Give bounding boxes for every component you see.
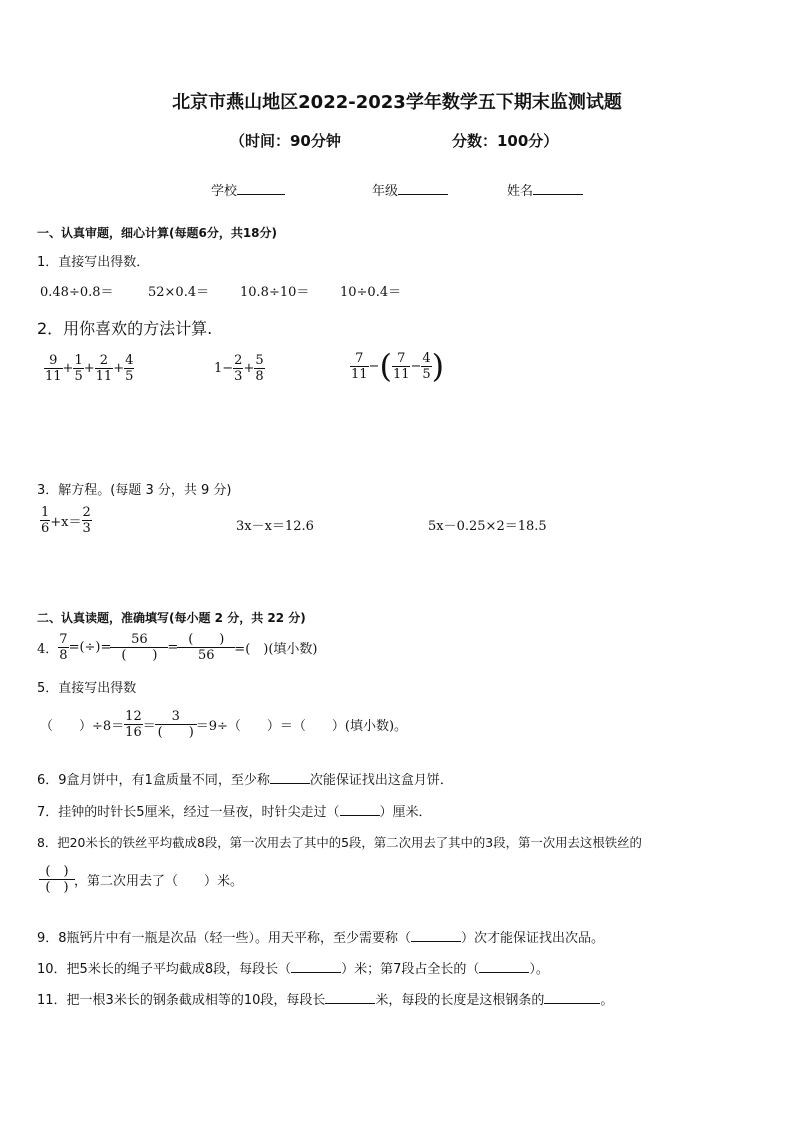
q7-answer-blank[interactable] [340, 803, 380, 816]
q10-line: 10．把5米长的绳子平均截成8段，每段长（ ）米；第7段占全长的（ ）。 [37, 962, 549, 977]
q8-line-1: 8．把20米长的铁丝平均截成8段，第一次用去了其中的5段，第二次用去了其中的3段，第一次用去这根铁丝的 [37, 835, 642, 850]
q6-line: 6．9盒月饼中，有1盒质量不同，至少称 次能保证找出这盒月饼． [37, 773, 453, 788]
grade-field [372, 180, 448, 199]
q10-answer-blank-1[interactable] [291, 960, 341, 973]
fraction: $\frac{( )}{56}$ [178, 632, 234, 663]
q1-item-3: 10.8÷10＝ [240, 285, 310, 300]
q5-line: （ ）÷8＝ $\frac{12}{16}$ ＝ $\frac{3}{( )}$ ＝9÷（ ）＝（ ）(填小数)。 [40, 709, 408, 740]
fraction: $\frac{( )}{( )}$ [40, 864, 74, 895]
school-label: 学校 [211, 184, 238, 199]
q2-label: 2．用你喜欢的方法计算. [37, 319, 213, 338]
q3-eq-2: 3x－x＝12.6 [236, 519, 314, 534]
grade-blank[interactable] [398, 182, 448, 195]
q2-expr-2: 1− $\frac{2}{3}$ + $\frac{5}{8}$ [214, 353, 264, 384]
q2-expr-3: $\frac{7}{11}$ − ( $\frac{7}{11}$ − $\frac{4}{5}$ ) [351, 347, 445, 385]
q3-eq-1: $\frac{1}{6}$ +x＝ $\frac{2}{3}$ [41, 505, 91, 536]
exam-time: （时间：90分钟 [230, 132, 341, 150]
q11-line: 11．把一根3米长的钢条截成相等的10段，每段长 米，每段的长度是这根钢条的 。 [37, 993, 614, 1008]
q9-answer-blank[interactable] [411, 929, 461, 942]
grade-label: 年级 [372, 184, 399, 199]
fraction: $\frac{2}{3}$ [82, 505, 91, 536]
fraction: $\frac{1}{6}$ [41, 505, 50, 536]
q10-answer-blank-2[interactable] [479, 960, 529, 973]
right-paren: ) [431, 347, 445, 385]
q11-answer-blank-2[interactable] [544, 991, 600, 1004]
fraction: $\frac{4}{5}$ [422, 350, 431, 382]
q3-eq-3: 5x－0.25×2＝18.5 [428, 519, 547, 534]
fraction: $\frac{7}{8}$ [59, 632, 68, 663]
name-field [507, 180, 583, 199]
name-label: 姓名 [507, 184, 534, 199]
fraction: $\frac{4}{5}$ [125, 353, 134, 384]
q2-expr-1: $\frac{9}{11}$ + $\frac{1}{5}$ + $\frac{2}{11}$ + $\frac{4}{5}$ [45, 353, 134, 384]
page-title: 北京市燕山地区2022-2023学年数学五下期末监测试题 [172, 92, 622, 113]
q8-line-2: $\frac{( )}{( )}$ ，第二次用去了（ ）米。 [40, 864, 243, 895]
fraction: $\frac{1}{5}$ [74, 353, 83, 384]
fraction: $\frac{9}{11}$ [45, 353, 62, 384]
fraction: $\frac{7}{11}$ [351, 350, 368, 382]
q1-item-1: 0.48÷0.8＝ [40, 285, 114, 300]
school-field [211, 180, 285, 199]
q6-answer-blank[interactable] [270, 771, 310, 784]
fraction: $\frac{5}{8}$ [255, 353, 264, 384]
fraction: $\frac{12}{16}$ [125, 709, 142, 740]
q7-line: 7．挂钟的时针长5厘米，经过一昼夜，时针尖走过（ ）厘米． [37, 805, 432, 820]
section-2-heading: 二、认真读题，准确填写(每小题 2 分，共 22 分) [37, 611, 306, 625]
q1-label: 1．直接写出得数． [37, 255, 150, 270]
section-1-heading: 一、认真审题，细心计算(每题6分，共18分) [37, 226, 278, 240]
fraction: $\frac{56}{( )}$ [111, 632, 167, 663]
school-blank[interactable] [237, 182, 285, 195]
fraction: $\frac{2}{11}$ [95, 353, 113, 384]
q1-item-4: 10÷0.4＝ [340, 285, 402, 300]
q11-answer-blank-1[interactable] [325, 991, 375, 1004]
fraction: $\frac{3}{( )}$ [156, 709, 196, 740]
name-blank[interactable] [533, 182, 583, 195]
fraction: $\frac{7}{11}$ [392, 350, 410, 382]
q1-item-2: 52×0.4＝ [148, 285, 210, 300]
q4-line: 4． $\frac{7}{8}$ =(÷)= $\frac{56}{( )}$ = $\frac{( )}{56}$ =( )(填小数) [37, 632, 318, 663]
q5-label: 5．直接写出得数 [37, 681, 137, 696]
fraction: $\frac{2}{3}$ [234, 353, 243, 384]
exam-score: 分数：100分） [452, 132, 559, 150]
q3-label: 3．解方程。(每题 3 分，共 9 分) [37, 483, 232, 498]
left-paren: ( [379, 347, 392, 385]
q9-line: 9．8瓶钙片中有一瓶是次品（轻一些）。用天平称，至少需要称（ ）次才能保证找出次品。 [37, 931, 605, 946]
